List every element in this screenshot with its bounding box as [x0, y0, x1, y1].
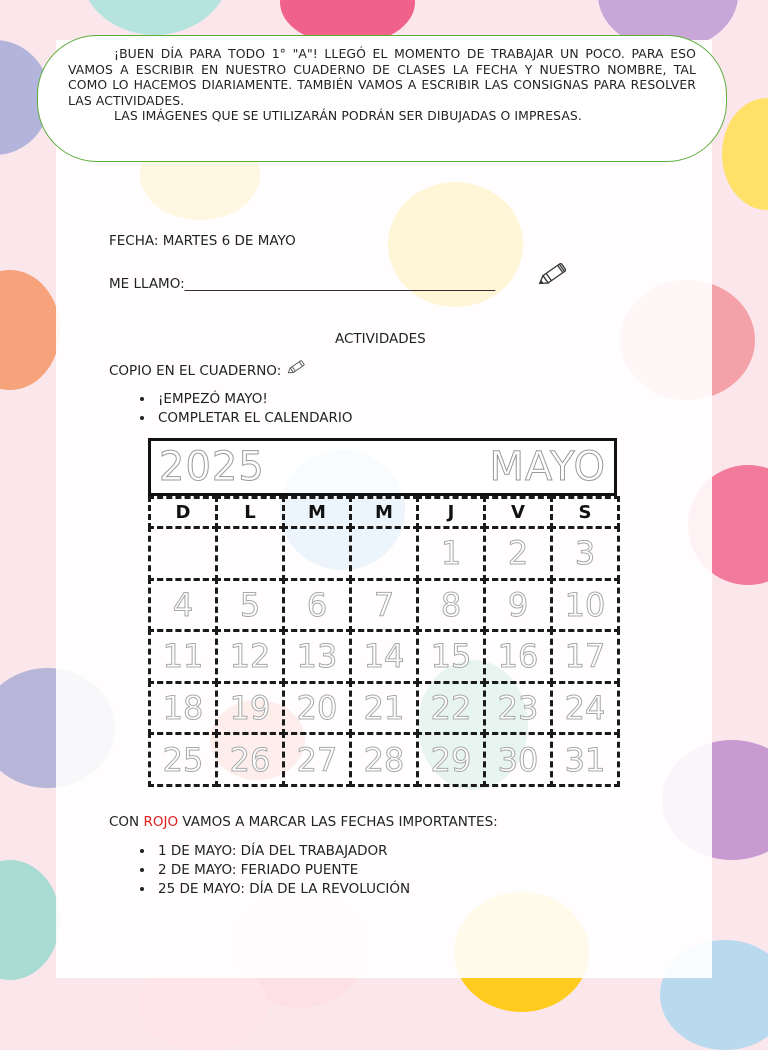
calendar-day-cell [282, 526, 352, 581]
calendar-day-number: 23 [497, 689, 539, 728]
calendar-day-number: 31 [564, 740, 606, 779]
calendar-day-cell [349, 526, 419, 581]
calendar-day-number: 7 [373, 585, 395, 624]
intro-bubble [37, 35, 727, 162]
weekday-label: S [578, 502, 592, 523]
calendar-day-number: 21 [363, 689, 405, 728]
calendar-day-cell [483, 681, 553, 736]
important-suffix: VAMOS A MARCAR LAS FECHAS IMPORTANTES: [182, 814, 498, 830]
intro-paragraph-1: ¡BUEN DÍA PARA TODO 1° "A"! LLEGÓ EL MOMENTO DE TRABAJAR UN POCO. PARA ESO VAMOS A ESCRIBIR EN NUESTRO CUADERNO DE CLASES LA FECHA Y NUESTRO NOMBRE, TAL COMO LO HACEMOS DIARIAMENTE. TAMBIÉN VAMOS A ESCRIBIR LAS CONSIGNAS PARA RESOLVER LAS ACTIVIDADES. [68, 46, 696, 108]
calendar-day-number: 3 [574, 534, 596, 573]
weekday-label: J [447, 502, 455, 523]
calendar-day-number: 12 [229, 637, 271, 676]
important-dates-instruction [109, 814, 498, 830]
calendar-day-cell [416, 629, 486, 684]
calendar-day-cell [148, 629, 218, 684]
calendar-day-cell [148, 526, 218, 581]
weekday-header [148, 496, 218, 529]
name-line: ME LLAMO:______________________________________________ [109, 276, 496, 292]
calendar-header [148, 438, 617, 496]
calendar-day-number: 4 [172, 585, 194, 624]
calendar-day-cell [282, 732, 352, 787]
list-item: • 1 DE MAYO: DÍA DEL TRABAJADOR [155, 842, 410, 861]
copy-list [135, 390, 353, 428]
calendar-day-cell [416, 578, 486, 633]
pencil-icon [536, 260, 572, 288]
calendar-day-cell [148, 578, 218, 633]
calendar [148, 438, 617, 784]
weekday-header [550, 496, 620, 529]
calendar-month: MAYO [489, 444, 606, 490]
calendar-day-cell [550, 732, 620, 787]
calendar-day-number: 29 [430, 740, 472, 779]
calendar-day-number: 18 [162, 689, 204, 728]
calendar-day-cell [215, 526, 285, 581]
calendar-day-cell [349, 732, 419, 787]
red-word: ROJO [143, 814, 179, 830]
list-item: • 25 DE MAYO: DÍA DE LA REVOLUCIÓN [155, 880, 410, 899]
calendar-day-cell [349, 578, 419, 633]
calendar-day-number: 28 [363, 740, 405, 779]
calendar-day-number: 16 [497, 637, 539, 676]
calendar-day-cell [148, 732, 218, 787]
weekday-header [483, 496, 553, 529]
calendar-day-number: 1 [440, 534, 462, 573]
calendar-day-number: 6 [306, 585, 328, 624]
calendar-day-cell [550, 681, 620, 736]
calendar-day-number: 17 [564, 637, 606, 676]
list-item: • COMPLETAR EL CALENDARIO [155, 409, 353, 428]
copy-instruction: COPIO EN EL CUADERNO: [109, 363, 282, 379]
calendar-day-number: 26 [229, 740, 271, 779]
calendar-day-cell [282, 681, 352, 736]
calendar-day-number: 13 [296, 637, 338, 676]
weekday-label: M [375, 502, 393, 523]
weekday-label: M [308, 502, 326, 523]
calendar-day-number: 22 [430, 689, 472, 728]
calendar-day-number: 14 [363, 637, 405, 676]
calendar-day-number: 2 [507, 534, 529, 573]
weekday-header [349, 496, 419, 529]
calendar-day-number: 8 [440, 585, 462, 624]
weekday-header [416, 496, 486, 529]
intro-paragraph-2: LAS IMÁGENES QUE SE UTILIZARÁN PODRÁN SER DIBUJADAS O IMPRESAS. [114, 108, 582, 123]
calendar-day-cell [550, 629, 620, 684]
calendar-day-cell [416, 732, 486, 787]
weekday-header [215, 496, 285, 529]
weekday-label: D [175, 502, 191, 523]
calendar-day-number: 10 [564, 585, 606, 624]
calendar-day-cell [483, 526, 553, 581]
calendar-day-cell [483, 732, 553, 787]
calendar-day-cell [349, 681, 419, 736]
calendar-day-cell [550, 578, 620, 633]
calendar-day-cell [215, 578, 285, 633]
calendar-grid [148, 496, 617, 784]
calendar-day-cell [483, 629, 553, 684]
calendar-day-cell [215, 681, 285, 736]
calendar-year: 2025 [159, 444, 265, 490]
important-dates-list [135, 842, 410, 899]
calendar-day-number: 30 [497, 740, 539, 779]
pencil-icon [286, 358, 308, 376]
important-prefix: CON [109, 814, 140, 830]
calendar-day-number: 24 [564, 689, 606, 728]
calendar-day-cell [282, 629, 352, 684]
calendar-day-cell [282, 578, 352, 633]
weekday-label: L [244, 502, 256, 523]
calendar-day-cell [215, 629, 285, 684]
calendar-day-cell [416, 526, 486, 581]
calendar-day-number: 25 [162, 740, 204, 779]
activities-title: ACTIVIDADES [335, 331, 426, 347]
list-item: • 2 DE MAYO: FERIADO PUENTE [155, 861, 410, 880]
calendar-day-cell [483, 578, 553, 633]
calendar-day-number: 5 [239, 585, 261, 624]
calendar-day-number: 9 [507, 585, 529, 624]
calendar-day-cell [416, 681, 486, 736]
calendar-day-cell [148, 681, 218, 736]
weekday-label: V [511, 502, 525, 523]
calendar-day-number: 20 [296, 689, 338, 728]
list-item: • ¡EMPEZÓ MAYO! [155, 390, 353, 409]
calendar-day-number: 11 [162, 637, 204, 676]
calendar-day-number: 27 [296, 740, 338, 779]
calendar-day-cell [215, 732, 285, 787]
calendar-day-cell [550, 526, 620, 581]
calendar-day-cell [349, 629, 419, 684]
calendar-day-number: 15 [430, 637, 472, 676]
weekday-header [282, 496, 352, 529]
date-line: FECHA: MARTES 6 DE MAYO [109, 233, 296, 249]
calendar-day-number: 19 [229, 689, 271, 728]
